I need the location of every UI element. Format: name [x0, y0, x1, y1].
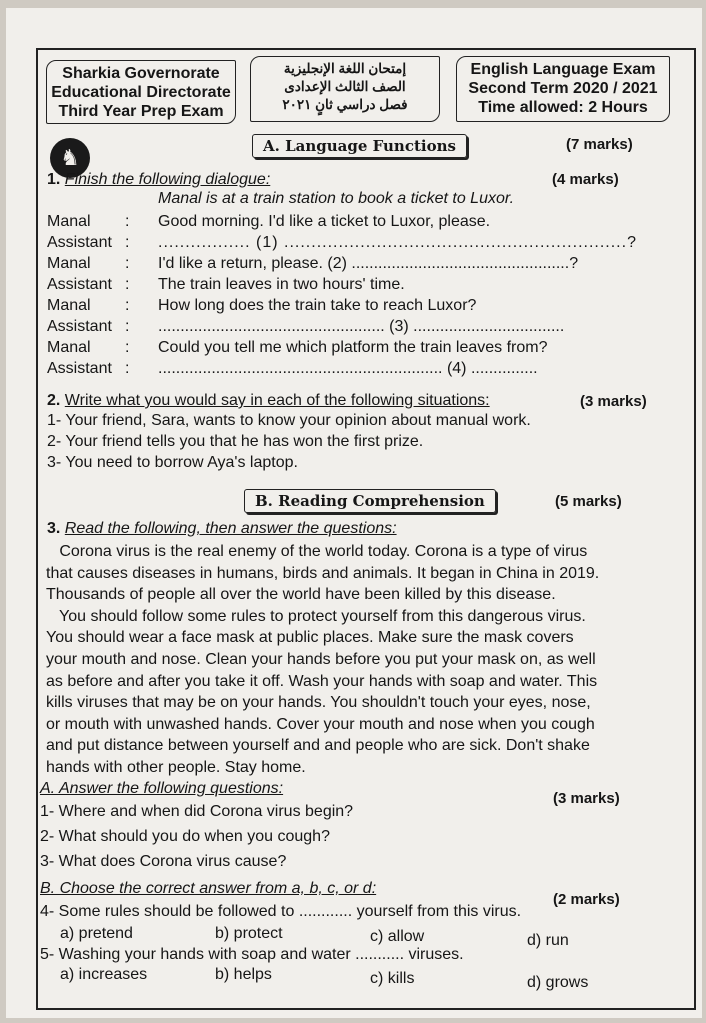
time-allowed-label: Time allowed: 2 Hours	[478, 99, 648, 116]
header-left-box	[46, 60, 236, 124]
section-a-marks: (7 marks)	[566, 136, 633, 153]
passage-line: as before and after you take it off. Wash your hands with soap and water. This	[46, 672, 598, 690]
exam-title-label: English Language Exam	[470, 61, 656, 78]
part-a-title: A. Answer the following questions:	[40, 780, 284, 797]
q3-number: 3.	[47, 520, 61, 537]
header-right-box	[456, 56, 670, 122]
q1-scene: Manal is at a train station to book a ticket to Luxor.	[158, 190, 515, 207]
part-a-marks: (3 marks)	[553, 790, 620, 807]
colon: :	[125, 276, 130, 293]
answer-blank-3[interactable]: ................................................... (3) ..................................	[158, 318, 565, 335]
mcq-option[interactable]: b) protect	[215, 925, 283, 942]
q3-heading	[47, 520, 397, 538]
colon: :	[125, 318, 130, 335]
answer-blank-2[interactable]: I'd like a return, please. (2) .................................................?	[158, 255, 579, 272]
directorate-label: Educational Directorate	[51, 84, 231, 101]
passage-line: or mouth with unwashed hands. Cover your mouth and nose when you cough	[46, 715, 595, 733]
passage-line: your mouth and nose. Clean your hands before you put your mask on, as well	[46, 650, 596, 668]
utterance: Good morning. I'd like a ticket to Luxor, please.	[158, 213, 491, 230]
passage-line: You should follow some rules to protect yourself from this dangerous virus.	[46, 607, 586, 625]
passage-line: kills viruses that may be on your hands. You shouldn't touch your eyes, nose,	[46, 694, 591, 712]
passage-line: Corona virus is the real enemy of the world today. Corona is a type of virus	[46, 543, 588, 560]
passage-line: hands with other people. Stay home.	[46, 758, 306, 776]
q2-item: 3- You need to borrow Aya's laptop.	[47, 454, 298, 471]
part-b-marks: (2 marks)	[553, 891, 620, 908]
q2-number: 2.	[47, 392, 61, 409]
mcq-option[interactable]: d) grows	[527, 974, 589, 991]
q1-number: 1.	[47, 171, 61, 188]
part-b-title: B. Choose the correct answer from a, b, c, or d:	[40, 880, 377, 897]
q2-heading	[47, 392, 490, 410]
colon: :	[125, 255, 130, 272]
arabic-grade: الصف الثالث الإعدادى	[284, 79, 406, 94]
q3-title: Read the following, then answer the questions:	[64, 520, 397, 537]
reading-passage	[46, 541, 668, 779]
question-item: 1- Where and when did Corona virus begin?	[40, 803, 354, 820]
passage-line: that causes diseases in humans, birds and animals. It began in China in 2019.	[46, 564, 600, 582]
mcq-option[interactable]: a) pretend	[60, 925, 133, 942]
mcq-option[interactable]: a) increases	[60, 966, 148, 983]
speaker: Assistant	[47, 360, 112, 377]
colon: :	[125, 360, 130, 377]
utterance: How long does the train take to reach Luxor?	[158, 297, 477, 314]
answer-blank-1[interactable]: ................. (1) ...............................................................?	[158, 234, 637, 251]
colon: :	[125, 339, 130, 356]
governorate-label: Sharkia Governorate	[62, 65, 220, 82]
q1-marks: (4 marks)	[552, 171, 619, 188]
question-item: 2- What should you do when you cough?	[40, 828, 330, 845]
q2-item: 1- Your friend, Sara, wants to know your opinion about manual work.	[47, 412, 531, 429]
speaker: Assistant	[47, 276, 112, 293]
speaker: Manal	[47, 255, 91, 272]
q2-item: 2- Your friend tells you that he has won the first prize.	[47, 433, 424, 450]
mcq-option[interactable]: c) kills	[370, 970, 415, 987]
mcq-option[interactable]: d) run	[527, 932, 569, 949]
mcq-stem: 4- Some rules should be followed to ............ yourself from this virus.	[40, 903, 522, 920]
utterance: Could you tell me which platform the train leaves from?	[158, 339, 548, 356]
speaker: Manal	[47, 213, 91, 230]
speaker: Manal	[47, 297, 91, 314]
term-label: Second Term 2020 / 2021	[468, 80, 658, 97]
speaker: Assistant	[47, 318, 112, 335]
header-middle-box	[250, 56, 440, 122]
passage-line: Thousands of people all over the world have been killed by this disease.	[46, 586, 556, 604]
speaker: Assistant	[47, 234, 112, 251]
q1-title: Finish the following dialogue:	[64, 171, 271, 188]
q2-marks: (3 marks)	[580, 393, 647, 410]
speaker: Manal	[47, 339, 91, 356]
colon: :	[125, 213, 130, 230]
utterance: The train leaves in two hours' time.	[158, 276, 405, 293]
section-b-marks: (5 marks)	[555, 493, 622, 510]
question-item: 3- What does Corona virus cause?	[40, 853, 287, 870]
arabic-exam-title: إمتحان اللغة الإنجليزية	[283, 61, 407, 76]
colon: :	[125, 297, 130, 314]
colon: :	[125, 234, 130, 251]
mcq-option[interactable]: c) allow	[370, 928, 425, 945]
mcq-stem: 5- Washing your hands with soap and water ........... viruses.	[40, 946, 464, 963]
passage-line: and put distance between yourself and and people who are sick. Don't shake	[46, 737, 590, 755]
arabic-term: فصل دراسي ثانٍ ٢٠٢١	[282, 97, 408, 112]
answer-blank-4[interactable]: ................................................................ (4) ...............	[158, 360, 538, 377]
horse-logo-icon: ♞	[50, 138, 90, 178]
section-b-title: B. Reading Comprehension	[244, 489, 496, 513]
mcq-option[interactable]: b) helps	[215, 966, 272, 983]
q1-heading	[47, 171, 270, 189]
section-a-title: A. Language Functions	[252, 134, 467, 158]
exam-level-label: Third Year Prep Exam	[58, 103, 224, 120]
passage-line: You should wear a face mask at public places. Make sure the mask covers	[46, 629, 574, 647]
q2-title: Write what you would say in each of the following situations:	[64, 392, 490, 409]
